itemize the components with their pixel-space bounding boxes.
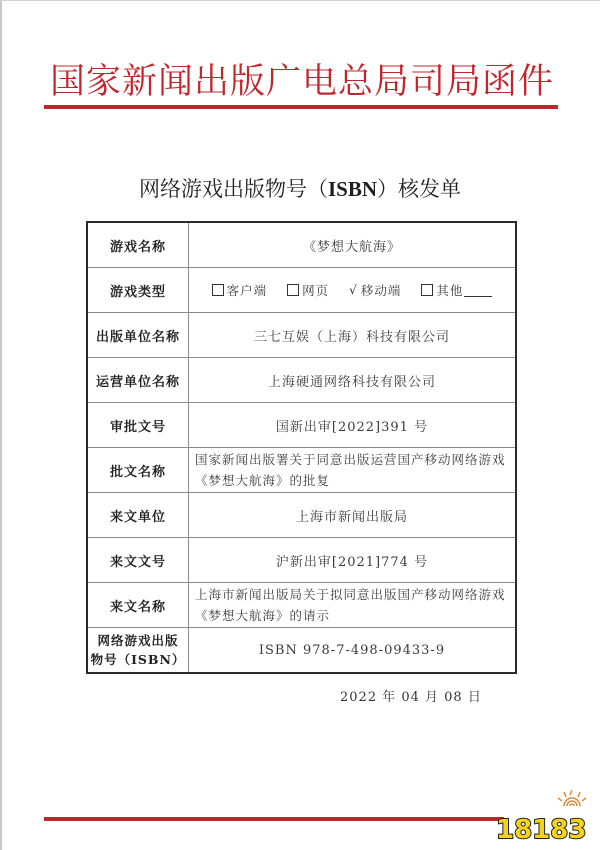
value-publisher: 三七互娱（上海）科技有限公司 [189,313,517,358]
value-source-unit: 上海市新闻出版局 [189,493,517,538]
value-game-name: 《梦想大航海》 [189,222,517,268]
option-label: 其他 [436,283,464,298]
checkmark-icon: √ [349,283,358,297]
document-title [0,174,600,204]
label-approval-title: 批文名称 [87,448,189,493]
label-approval-number: 审批文号 [87,403,189,448]
fill-in-blank [464,284,492,297]
label-source-number: 来文文号 [87,538,189,583]
label-source-unit: 来文单位 [87,493,189,538]
option-label: 移动端 [360,283,402,298]
value-operator: 上海硬通网络科技有限公司 [189,358,517,403]
value-approval-title: 国家新闻出版署关于同意出版运营国产移动网络游戏《梦想大航海》的批复 [189,448,517,493]
option-label: 网页 [302,283,330,298]
document-title-suffix: ）核发单 [377,177,462,201]
document-title-isbn: ISBN [327,177,378,201]
table-row-game-name [87,222,516,268]
checkbox-unchecked-icon [287,284,299,296]
value-source-number: 沪新出审[2021]774 号 [189,538,517,583]
isbn-info-table [86,221,517,674]
label-isbn-line1: 网络游戏出版 [97,633,179,648]
value-approval-number: 国新出审[2022]391 号 [189,403,517,448]
label-game-name: 游戏名称 [87,222,189,268]
label-isbn [87,628,189,674]
document-title-prefix: 网络游戏出版物号（ [138,177,328,201]
page-left-edge [0,0,2,850]
table-row-isbn [87,628,516,674]
checkbox-unchecked-icon [212,284,224,296]
table-row-approval-number [87,403,516,448]
table-row-operator [87,358,516,403]
label-game-type: 游戏类型 [87,268,189,313]
table-row-approval-title [87,448,516,493]
option-client [212,281,268,299]
value-game-type [189,268,517,313]
option-web [287,281,329,299]
checkbox-unchecked-icon [421,284,433,296]
letterhead-rule [44,105,558,109]
option-label: 客户端 [226,283,268,298]
issue-date: 2022 年 04 月 08 日 [340,690,482,705]
label-isbn-line2: 物号（ISBN） [90,652,186,667]
option-mobile [349,281,401,299]
game-type-options [189,281,515,299]
label-publisher: 出版单位名称 [87,313,189,358]
option-other [421,281,492,299]
label-source-title: 来文名称 [87,583,189,628]
table-row-publisher [87,313,516,358]
watermark-logo [494,786,594,846]
page-top-edge [0,0,600,1]
value-isbn: ISBN 978-7-498-09433-9 [189,628,517,674]
table-row-source-unit [87,493,516,538]
value-source-title: 上海市新闻出版局关于拟同意出版国产移动网络游戏《梦想大航海》的请示 [189,583,517,628]
table-row-game-type [87,268,516,313]
table-row-source-title [87,583,516,628]
letterhead-title: 国家新闻出版广电总局司局函件 [49,62,554,102]
sun-swirl-icon [494,786,594,846]
watermark-text: 18183 [496,815,587,845]
footer-rule [44,817,504,821]
label-operator: 运营单位名称 [87,358,189,403]
table-row-source-number [87,538,516,583]
